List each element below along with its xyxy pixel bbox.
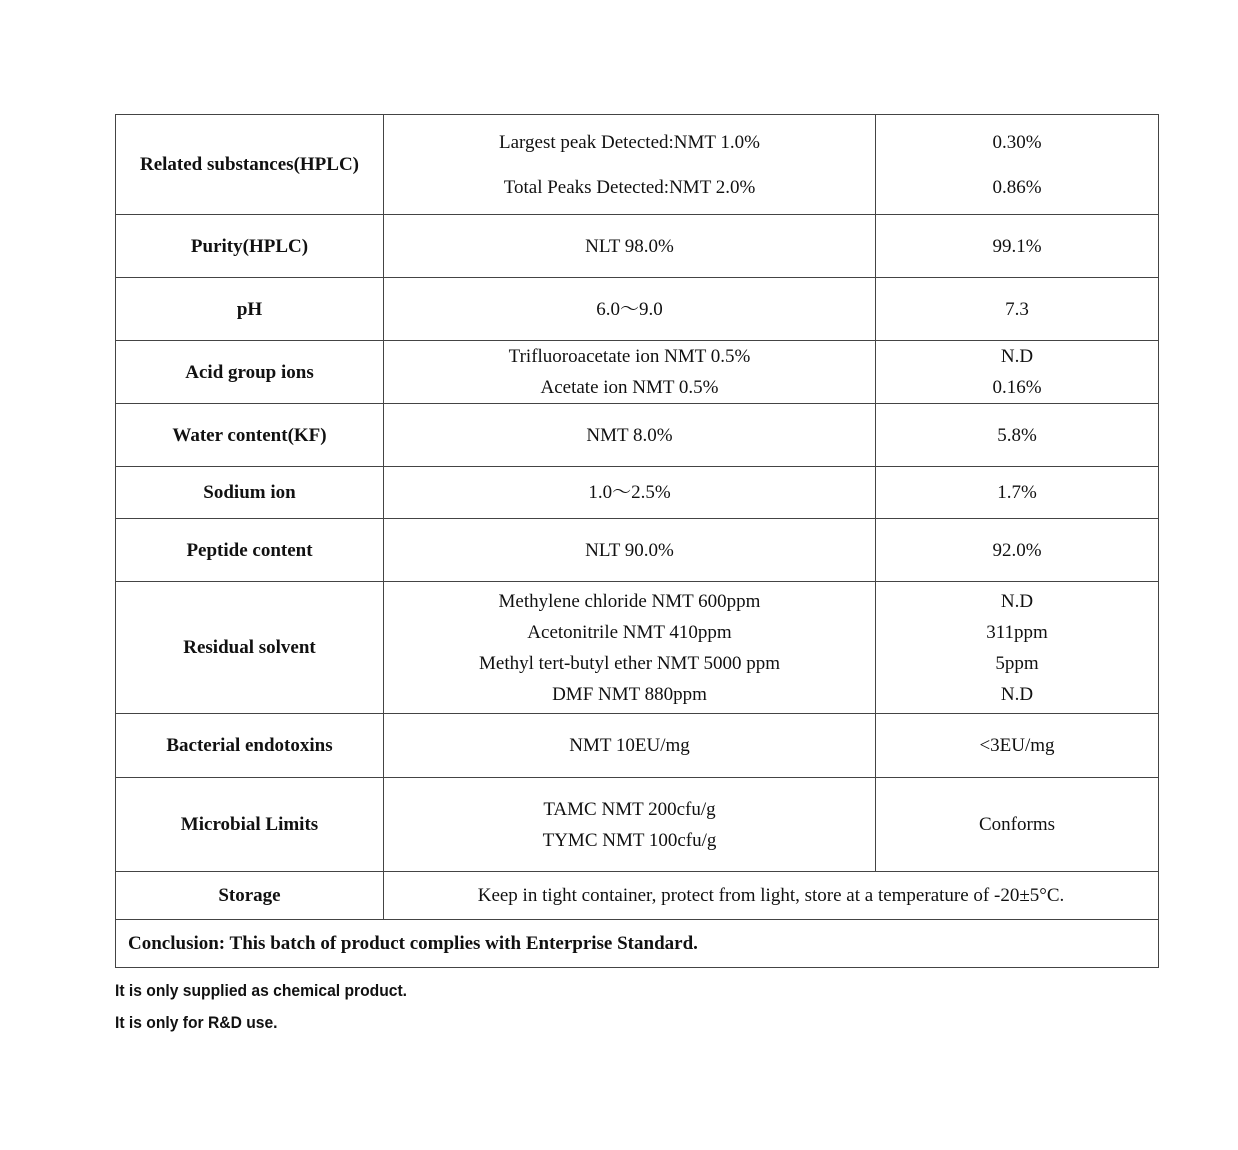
spec-line: Acetate ion NMT 0.5%: [540, 377, 719, 398]
item-cell: pH: [116, 278, 384, 341]
spec-line: Total Peaks Detected:NMT 2.0%: [503, 176, 756, 198]
spec-line: TYMC NMT 100cfu/g: [542, 829, 717, 851]
spec-cell: [384, 115, 876, 215]
result-line: 0.86%: [992, 176, 1042, 198]
item-cell: Related substances(HPLC): [116, 115, 384, 215]
conclusion-text: Conclusion: This batch of product complies with Enterprise Standard.: [116, 920, 1159, 968]
spec-cell: [384, 341, 876, 404]
spec-line: Methyl tert-butyl ether NMT 5000 ppm: [479, 652, 780, 674]
spec-cell: NLT 98.0%: [384, 215, 876, 278]
spec-cell: NMT 8.0%: [384, 404, 876, 467]
item-cell: Sodium ion: [116, 467, 384, 519]
result-line: 311ppm: [986, 621, 1048, 643]
result-cell: 5.8%: [876, 404, 1159, 467]
item-cell: Purity(HPLC): [116, 215, 384, 278]
spec-cell: [384, 778, 876, 872]
item-cell: Water content(KF): [116, 404, 384, 467]
result-cell: 92.0%: [876, 519, 1159, 582]
item-cell: Peptide content: [116, 519, 384, 582]
spec-line: TAMC NMT 200cfu/g: [543, 798, 716, 820]
table-row: [116, 714, 1159, 778]
item-cell: Bacterial endotoxins: [116, 714, 384, 778]
table-row: [116, 519, 1159, 582]
table-row: [116, 404, 1159, 467]
result-cell: Conforms: [876, 778, 1159, 872]
result-cell: <3EU/mg: [876, 714, 1159, 778]
result-cell: [876, 582, 1159, 714]
spec-cell: [384, 582, 876, 714]
spec-cell: 6.0～9.0: [384, 278, 876, 341]
coa-table: [115, 114, 1159, 968]
spec-line: Trifluoroacetate ion NMT 0.5%: [508, 346, 751, 367]
storage-row: [116, 872, 1159, 920]
footer-notes: [115, 975, 407, 1039]
spec-line: Largest peak Detected:NMT 1.0%: [499, 131, 760, 153]
result-cell: [876, 341, 1159, 404]
table-row: [116, 467, 1159, 519]
storage-text: Keep in tight container, protect from light, store at a temperature of -20±5°C.: [384, 872, 1159, 920]
note-line: It is only for R&D use.: [115, 1013, 278, 1032]
result-line: 0.16%: [992, 377, 1042, 398]
result-line: N.D: [1000, 346, 1034, 367]
spec-cell: NLT 90.0%: [384, 519, 876, 582]
spec-line: DMF NMT 880ppm: [552, 683, 707, 705]
conclusion-row: [116, 920, 1159, 968]
spec-cell: NMT 10EU/mg: [384, 714, 876, 778]
result-line: N.D: [1000, 683, 1034, 705]
result-line: 5ppm: [995, 652, 1039, 674]
note-line: It is only supplied as chemical product.: [115, 981, 408, 1000]
result-cell: [876, 115, 1159, 215]
item-cell: Residual solvent: [116, 582, 384, 714]
spec-line: Acetonitrile NMT 410ppm: [527, 621, 732, 643]
table-row: [116, 115, 1159, 215]
table-row: [116, 582, 1159, 714]
result-line: 0.30%: [992, 131, 1042, 153]
table-row: [116, 215, 1159, 278]
table-row: [116, 778, 1159, 872]
table-row: [116, 278, 1159, 341]
item-cell: Acid group ions: [116, 341, 384, 404]
result-line: N.D: [1000, 590, 1034, 612]
spec-cell: 1.0～2.5%: [384, 467, 876, 519]
result-cell: 99.1%: [876, 215, 1159, 278]
result-cell: 7.3: [876, 278, 1159, 341]
table-row: [116, 341, 1159, 404]
item-cell: Microbial Limits: [116, 778, 384, 872]
spec-line: Methylene chloride NMT 600ppm: [498, 590, 761, 612]
result-cell: 1.7%: [876, 467, 1159, 519]
storage-label: Storage: [116, 872, 384, 920]
